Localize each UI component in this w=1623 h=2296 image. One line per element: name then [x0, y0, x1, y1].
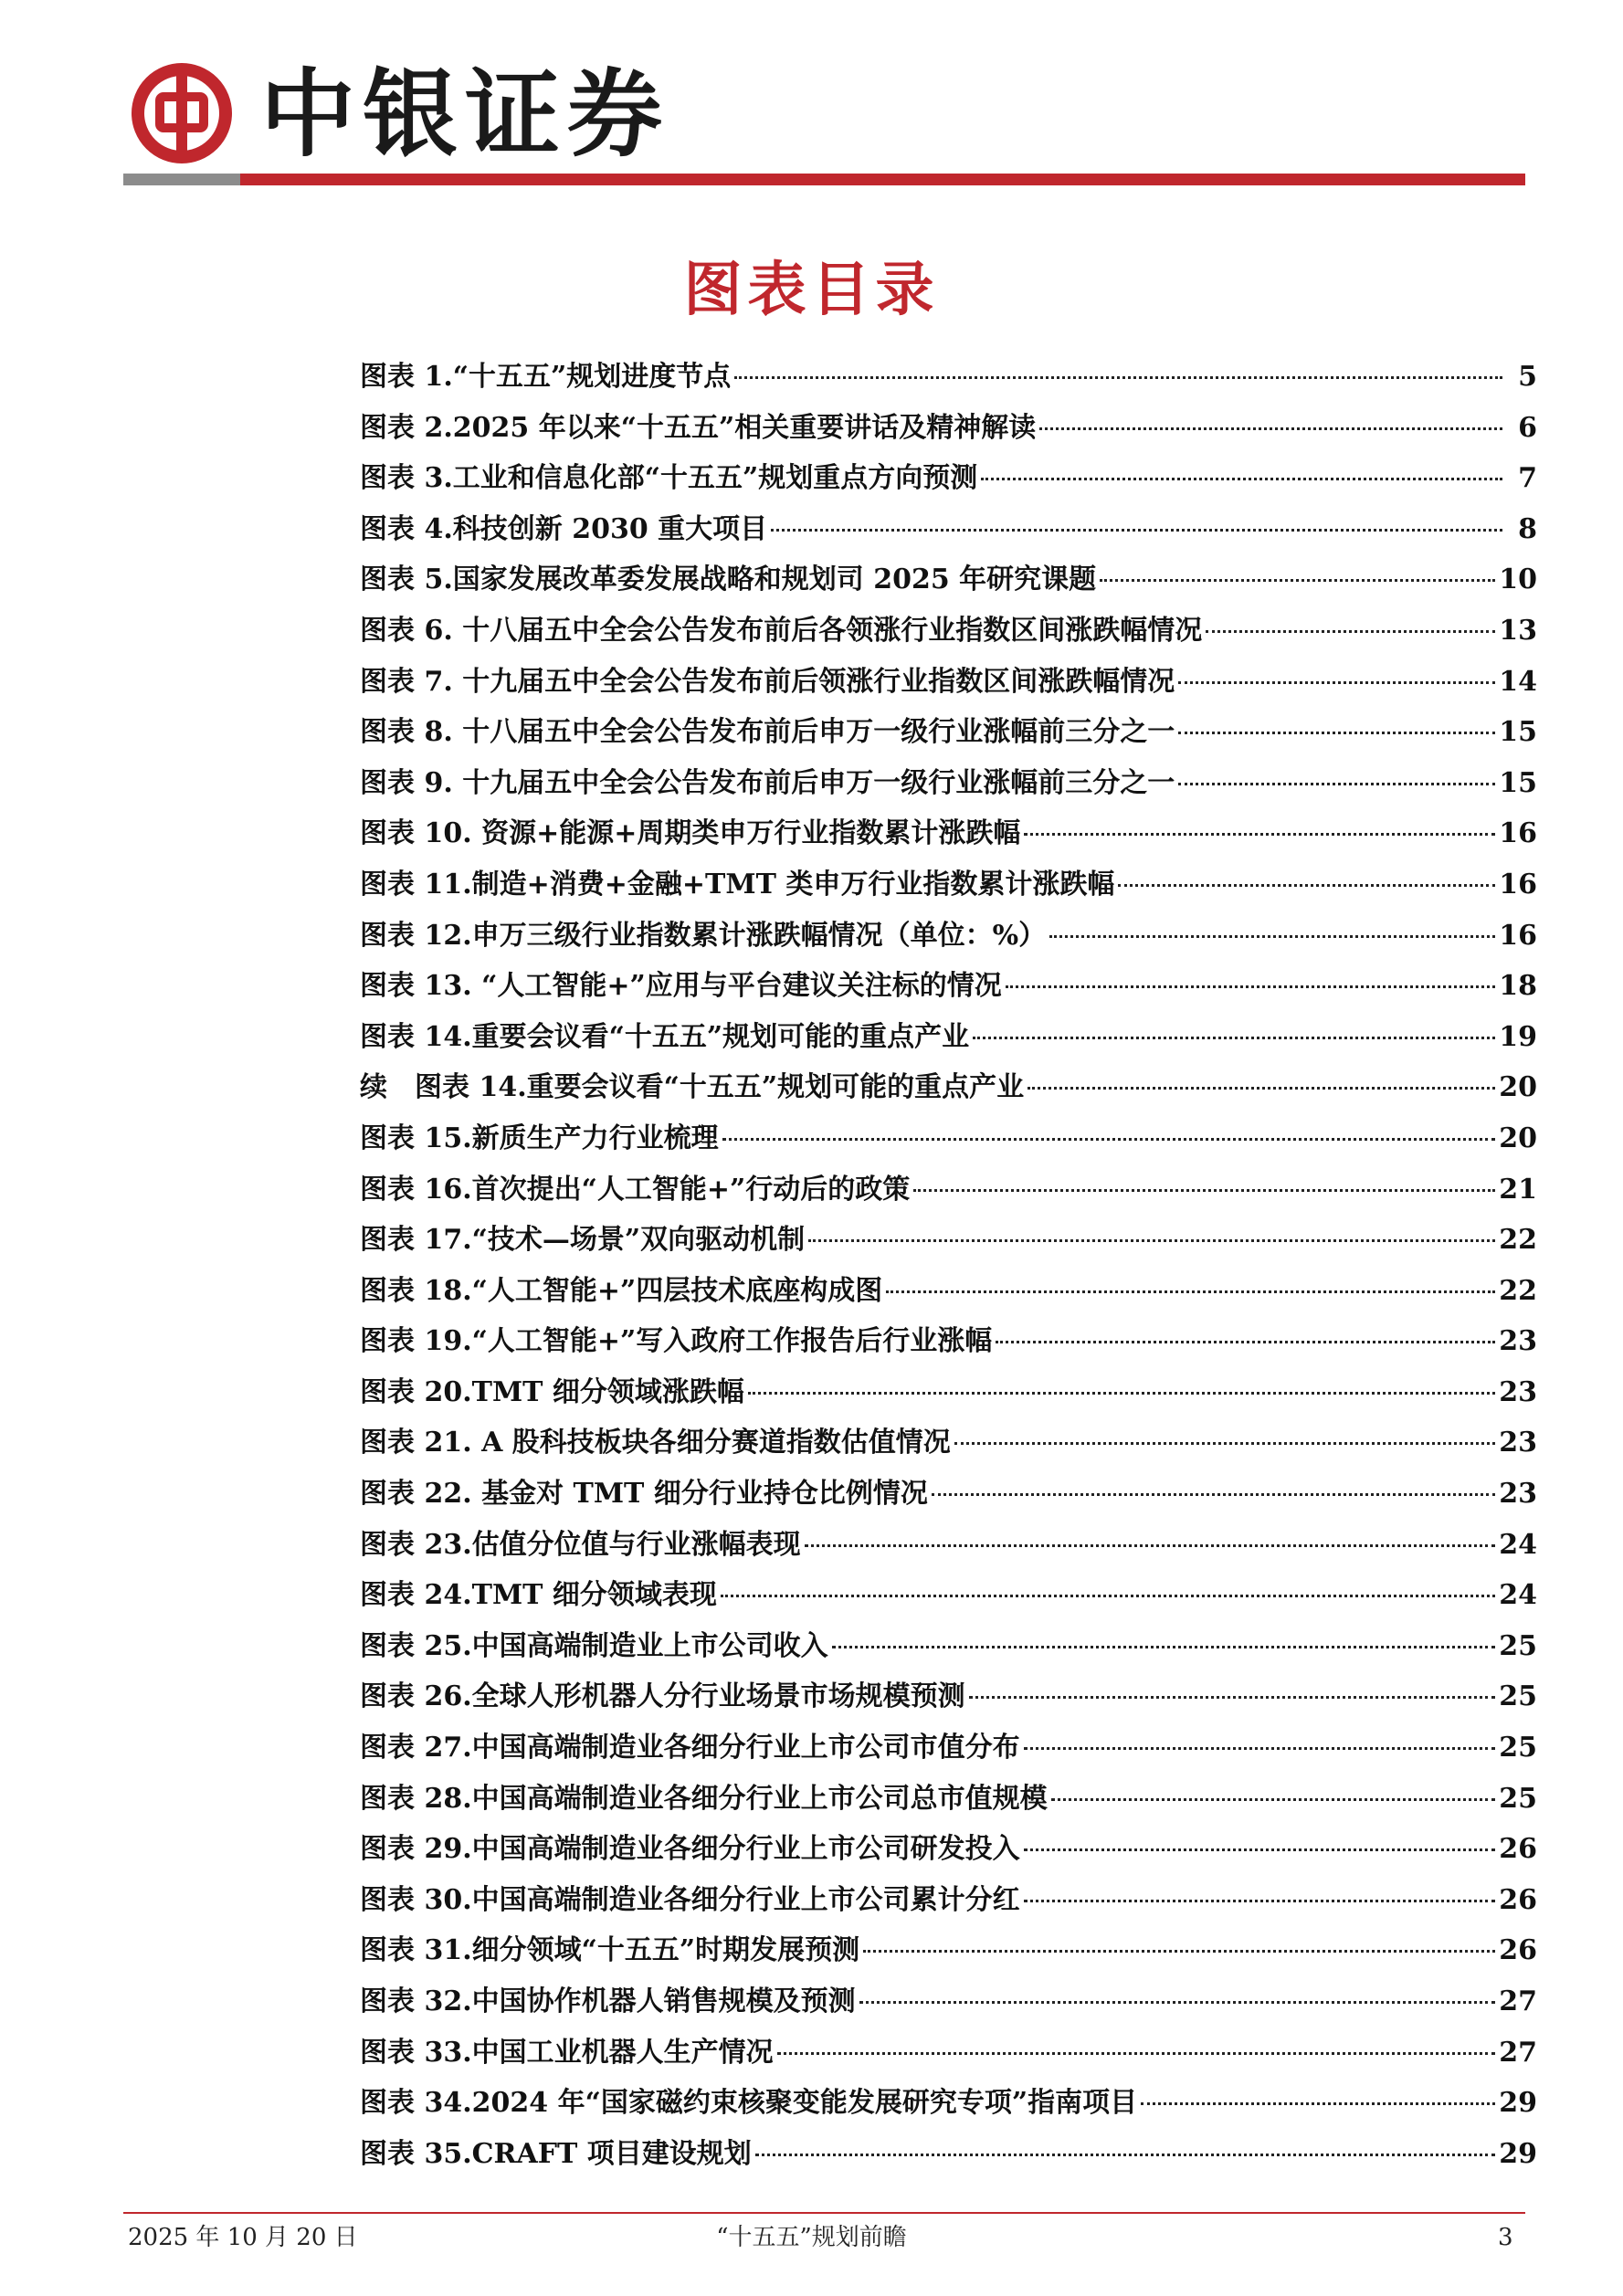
toc-entry-label: 图表 12.申万三级行业指数累计涨跌幅情况（单位：%） — [360, 919, 1047, 952]
toc-entry-label: 图表 4.科技创新 2030 重大项目 — [360, 512, 768, 545]
toc-leader-dots — [1051, 1798, 1496, 1801]
toc-leader-dots — [996, 1341, 1495, 1343]
toc-entry[interactable] — [360, 1316, 1537, 1367]
toc-entry-label: 图表 21. A 股科技板块各细分赛道指数估值情况 — [360, 1427, 951, 1459]
toc-entry[interactable] — [360, 1215, 1537, 1266]
toc-entry-label: 图表 29.中国高端制造业各细分行业上市公司研发投入 — [360, 1833, 1020, 1866]
toc-entry-label: 图表 18.“人工智能+”四层技术底座构成图 — [360, 1274, 883, 1307]
toc-entry-label: 图表 25.中国高端制造业上市公司收入 — [360, 1629, 828, 1662]
toc-leader-dots — [1024, 833, 1495, 836]
toc-entry-label: 图表 34.2024 年“国家磁约束核聚变能发展研究专项”指南项目 — [360, 2087, 1138, 2120]
toc-entry-page: 23 — [1499, 1325, 1537, 1358]
toc-entry-label: 图表 11.制造+消费+金融+TMT 类申万行业指数累计涨跌幅 — [360, 868, 1115, 900]
toc-entry-label: 图表 5.国家发展改革委发展战略和规划司 2025 年研究课题 — [360, 563, 1097, 596]
toc-entry-label: 图表 30.中国高端制造业各细分行业上市公司累计分红 — [360, 1883, 1020, 1916]
toc-entry-label: 图表 26.全球人形机器人分行业场景市场规模预测 — [360, 1680, 965, 1713]
footer-date: 2025 年 10 月 20 日 — [128, 2224, 358, 2251]
toc-entry[interactable] — [360, 1976, 1537, 2027]
toc-entry[interactable] — [360, 403, 1537, 454]
toc-entry[interactable] — [360, 1925, 1537, 1976]
toc-entry[interactable] — [360, 1875, 1537, 1926]
toc-entry-label: 图表 32.中国协作机器人销售规模及预测 — [360, 1985, 856, 2017]
toc-entry-page: 24 — [1499, 1579, 1537, 1612]
toc-entry-page: 26 — [1499, 1934, 1537, 1967]
toc-entry-label: 图表 19.“人工智能+”写入政府工作报告后行业涨幅 — [360, 1325, 993, 1358]
toc-leader-dots — [777, 2052, 1496, 2055]
toc-entry-page: 15 — [1499, 716, 1537, 749]
toc-leader-dots — [734, 376, 1502, 379]
toc-entry-label: 图表 33.中国工业机器人生产情况 — [360, 2036, 774, 2069]
toc-entry-page: 15 — [1499, 766, 1537, 799]
toc-entry-label: 续 图表 14.重要会议看“十五五”规划可能的重点产业 — [360, 1071, 1025, 1104]
toc-entry[interactable] — [360, 1417, 1537, 1469]
toc-entry-label: 图表 15.新质生产力行业梳理 — [360, 1122, 719, 1154]
toc-entry-label: 图表 28.中国高端制造业各细分行业上市公司总市值规模 — [360, 1782, 1048, 1815]
toc-entry-label: 图表 35.CRAFT 项目建设规划 — [360, 2137, 752, 2170]
toc-entry-label: 图表 27.中国高端制造业各细分行业上市公司市值分布 — [360, 1732, 1020, 1764]
toc-entry[interactable] — [360, 1570, 1537, 1621]
toc-entry-page: 25 — [1499, 1629, 1537, 1662]
toc-entry-label: 图表 23.估值分位值与行业涨幅表现 — [360, 1528, 801, 1561]
toc-leader-dots — [932, 1493, 1495, 1496]
toc-entry[interactable] — [360, 1671, 1537, 1722]
toc-entry-page: 18 — [1499, 970, 1537, 1003]
toc-entry-label: 图表 20.TMT 细分领域涨跌幅 — [360, 1375, 744, 1408]
toc-entry[interactable] — [360, 1062, 1537, 1113]
toc-entry-page: 22 — [1499, 1274, 1537, 1307]
toc-entry[interactable] — [360, 1774, 1537, 1825]
toc-leader-dots — [1178, 732, 1495, 734]
toc-entry-label: 图表 24.TMT 细分领域表现 — [360, 1579, 717, 1612]
toc-entry-page: 20 — [1499, 1071, 1537, 1104]
toc-entry-page: 8 — [1518, 512, 1537, 545]
toc-leader-dots — [1178, 681, 1495, 684]
toc-entry-page: 25 — [1499, 1782, 1537, 1815]
toc-leader-dots — [1039, 427, 1502, 430]
toc-entry[interactable] — [360, 1469, 1537, 1520]
toc-entry[interactable] — [360, 657, 1537, 708]
toc-entry[interactable] — [360, 453, 1537, 504]
toc-entry[interactable] — [360, 1722, 1537, 1774]
toc-entry[interactable] — [360, 1113, 1537, 1164]
toc-leader-dots — [981, 478, 1502, 480]
toc-leader-dots — [1100, 579, 1495, 582]
toc-entry-page: 23 — [1499, 1478, 1537, 1511]
toc-leader-dots — [1141, 2102, 1495, 2105]
toc-leader-dots — [808, 1239, 1495, 1242]
toc-entry-page: 29 — [1499, 2137, 1537, 2170]
toc-entry-page: 5 — [1518, 361, 1537, 393]
toc-entry[interactable] — [360, 2129, 1537, 2180]
toc-leader-dots — [1118, 884, 1495, 887]
toc-entry-page: 14 — [1499, 665, 1537, 698]
toc-entry-label: 图表 22. 基金对 TMT 细分行业持仓比例情况 — [360, 1478, 928, 1511]
toc-entry-label: 图表 6. 十八届五中全会公告发布前后各领涨行业指数区间涨跌幅情况 — [360, 614, 1203, 647]
toc-entry-label: 图表 14.重要会议看“十五五”规划可能的重点产业 — [360, 1020, 970, 1053]
toc-entry-page: 16 — [1499, 868, 1537, 900]
toc-entry-page: 6 — [1518, 411, 1537, 444]
footer-rule — [123, 2212, 1525, 2214]
page-title: 图表目录 — [683, 257, 940, 324]
toc-leader-dots — [748, 1392, 1495, 1395]
toc-entry-page: 16 — [1499, 817, 1537, 850]
page-header — [0, 0, 1623, 192]
toc-entry[interactable] — [360, 606, 1537, 657]
toc-entry-page: 26 — [1499, 1883, 1537, 1916]
toc-entry-label: 图表 13. “人工智能+”应用与平台建议关注标的情况 — [360, 970, 1002, 1003]
toc-entry-page: 25 — [1499, 1680, 1537, 1713]
header-rule-gray — [123, 174, 240, 185]
toc-entry[interactable] — [360, 808, 1537, 859]
toc-entry-page: 24 — [1499, 1528, 1537, 1561]
toc-entry-page: 7 — [1518, 462, 1537, 495]
toc-entry-label: 图表 9. 十九届五中全会公告发布前后申万一级行业涨幅前三分之一 — [360, 766, 1175, 799]
toc-entry[interactable] — [360, 2027, 1537, 2079]
toc-leader-dots — [1024, 1848, 1496, 1851]
toc-leader-dots — [969, 1696, 1496, 1699]
toc-entry[interactable] — [360, 1621, 1537, 1672]
toc-leader-dots — [863, 1950, 1495, 1953]
toc-entry[interactable] — [360, 1367, 1537, 1418]
toc-entry-label: 图表 1.“十五五”规划进度节点 — [360, 361, 732, 393]
toc-entry-label: 图表 7. 十九届五中全会公告发布前后领涨行业指数区间涨跌幅情况 — [360, 665, 1175, 698]
header-rule-red — [240, 174, 1525, 185]
toc-leader-dots — [1006, 985, 1496, 988]
toc-entry-page: 20 — [1499, 1122, 1537, 1154]
toc-entry-page: 19 — [1499, 1020, 1537, 1053]
toc-entry-label: 图表 8. 十八届五中全会公告发布前后申万一级行业涨幅前三分之一 — [360, 716, 1175, 749]
toc-leader-dots — [722, 1138, 1496, 1141]
toc-leader-dots — [954, 1442, 1495, 1445]
toc-leader-dots — [1049, 935, 1495, 938]
toc-entry-label: 图表 16.首次提出“人工智能+”行动后的政策 — [360, 1173, 911, 1206]
toc-entry-page: 27 — [1499, 2036, 1537, 2069]
toc-entry-label: 图表 10. 资源+能源+周期类申万行业指数累计涨跌幅 — [360, 817, 1021, 850]
toc-entry[interactable] — [360, 1824, 1537, 1875]
toc-entry-label: 图表 3.工业和信息化部“十五五”规划重点方向预测 — [360, 462, 978, 495]
toc-entry[interactable] — [360, 504, 1537, 555]
toc-entry-page: 23 — [1499, 1375, 1537, 1408]
toc-entry[interactable] — [360, 352, 1537, 403]
toc-entry-page: 21 — [1499, 1173, 1537, 1206]
footer-page-number: 3 — [1498, 2224, 1513, 2251]
toc-leader-dots — [1024, 1747, 1496, 1750]
toc-leader-dots — [755, 2154, 1495, 2156]
toc-leader-dots — [805, 1544, 1496, 1547]
toc-entry[interactable] — [360, 859, 1537, 911]
toc-entry-page: 26 — [1499, 1833, 1537, 1866]
toc-entry-page: 22 — [1499, 1224, 1537, 1257]
toc-entry-page: 23 — [1499, 1427, 1537, 1459]
footer-report-title: “十五五”规划前瞻 — [716, 2224, 907, 2251]
toc-entry-page: 29 — [1499, 2087, 1537, 2120]
toc-leader-dots — [1206, 630, 1495, 633]
toc-entry[interactable] — [360, 758, 1537, 809]
toc-entry[interactable] — [360, 554, 1537, 606]
toc-entry[interactable] — [360, 1164, 1537, 1216]
toc-entry[interactable] — [360, 707, 1537, 758]
toc-entry[interactable] — [360, 1520, 1537, 1571]
toc-entry-label: 图表 31.细分领域“十五五”时期发展预测 — [360, 1934, 860, 1967]
toc-entry[interactable] — [360, 1266, 1537, 1317]
table-of-figures — [360, 352, 1537, 2179]
toc-entry[interactable] — [360, 961, 1537, 1012]
toc-entry[interactable] — [360, 911, 1537, 962]
toc-entry-page: 13 — [1499, 614, 1537, 647]
toc-entry-label: 图表 17.“技术—场景”双向驱动机制 — [360, 1224, 806, 1257]
toc-entry[interactable] — [360, 2078, 1537, 2129]
bank-of-china-logo-icon — [131, 62, 233, 164]
toc-leader-dots — [1028, 1087, 1495, 1090]
toc-leader-dots — [1178, 783, 1495, 785]
toc-leader-dots — [771, 529, 1502, 532]
toc-leader-dots — [1024, 1900, 1496, 1902]
toc-leader-dots — [913, 1189, 1495, 1192]
toc-leader-dots — [721, 1595, 1495, 1597]
toc-entry-page: 25 — [1499, 1732, 1537, 1764]
toc-entry-page: 10 — [1499, 563, 1537, 596]
toc-leader-dots — [859, 2001, 1496, 2004]
toc-entry-page: 27 — [1499, 1985, 1537, 2017]
brand-name: 中银证券 — [260, 58, 670, 170]
toc-leader-dots — [832, 1646, 1496, 1648]
toc-leader-dots — [973, 1037, 1495, 1039]
toc-entry[interactable] — [360, 1012, 1537, 1063]
toc-leader-dots — [886, 1290, 1495, 1293]
toc-entry-page: 16 — [1499, 919, 1537, 952]
toc-entry-label: 图表 2.2025 年以来“十五五”相关重要讲话及精神解读 — [360, 411, 1037, 444]
